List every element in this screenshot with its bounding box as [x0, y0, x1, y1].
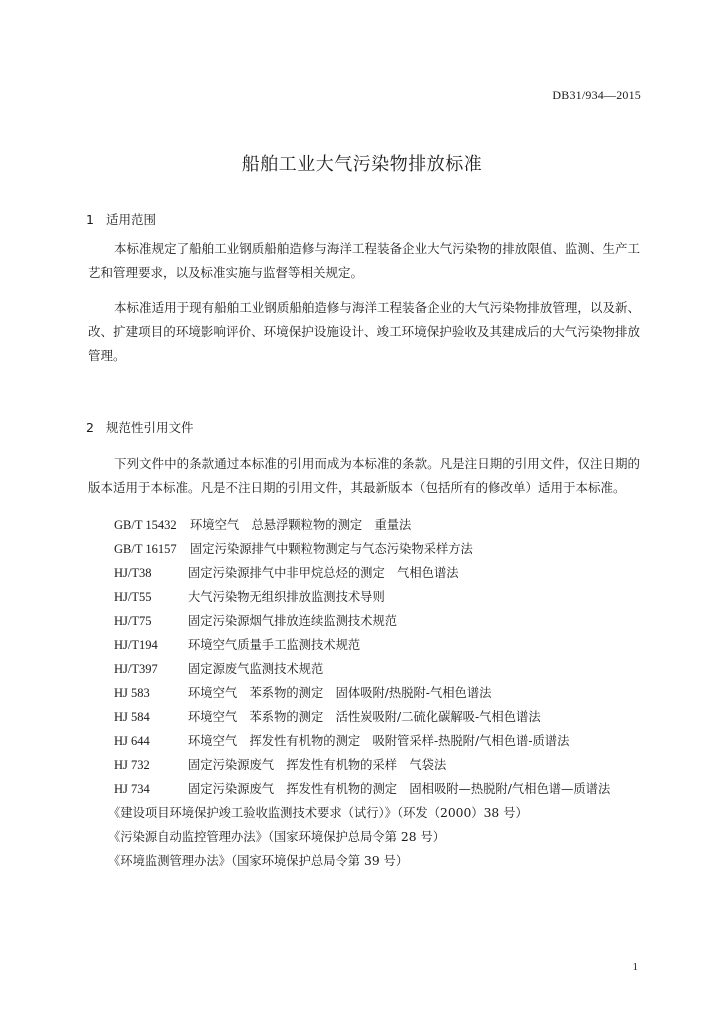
reference-item	[114, 681, 610, 705]
reference-item	[114, 777, 610, 801]
reference-title: 固定污染源排气中非甲烷总烃的测定 气相色谱法	[188, 566, 459, 580]
section-1-paragraph-1: 本标准规定了船舶工业钢质船舶造修与海洋工程装备企业大气污染物的排放限值、监测、生产工艺和管理要求，以及标准实施与监督等相关规定。	[88, 241, 640, 280]
reference-title: 固定源废气监测技术规范	[188, 662, 324, 676]
reference-code: HJ 584	[114, 710, 150, 724]
reference-code: HJ/T194	[114, 638, 158, 652]
reference-title: 固定污染源烟气排放连续监测技术规范	[188, 614, 398, 628]
document-item: 《建设项目环境保护竣工验收监测技术要求（试行）》（环发（2000）38 号）	[108, 806, 528, 820]
reference-code: HJ 732	[114, 758, 150, 772]
section-2-paragraph-1: 下列文件中的条款通过本标准的引用而成为本标准的条款。凡是注日期的引用文件，仅注日期的版本适用于本标准。凡是不注日期的引用文件，其最新版本（包括所有的修改单）适用于本标准。	[88, 456, 640, 495]
reference-title: 环境空气 苯系物的测定 活性炭吸附/二硫化碳解吸-气相色谱法	[188, 710, 541, 724]
section-1-heading	[86, 210, 156, 228]
reference-code: HJ/T397	[114, 662, 158, 676]
document-code: DB31/934—2015	[552, 88, 641, 102]
reference-code: HJ 583	[114, 686, 150, 700]
section-2-heading	[86, 418, 194, 436]
reference-title: 环境空气 总悬浮颗粒物的测定 重量法	[190, 518, 412, 532]
section-1-paragraph-2: 本标准适用于现有船舶工业钢质船舶造修与海洋工程装备企业的大气污染物排放管理，以及新、改、扩建项目的环境影响评价、环境保护设施设计、竣工环境保护验收及其建成后的大气污染物排放管理。	[88, 300, 640, 363]
reference-title: 环境空气 挥发性有机物的测定 吸附管采样-热脱附/气相色谱-质谱法	[188, 734, 570, 748]
reference-code: HJ/T38	[114, 566, 152, 580]
reference-list	[114, 513, 610, 801]
section-2-title: 规范性引用文件	[106, 420, 194, 435]
reference-title: 大气污染物无组织排放监测技术导则	[188, 590, 385, 604]
reference-item	[114, 753, 610, 777]
document-item: 《环境监测管理办法》（国家环境保护总局令第 39 号）	[108, 854, 409, 868]
reference-item	[114, 705, 610, 729]
reference-item	[114, 729, 610, 753]
document-list	[108, 801, 528, 873]
document-item: 《污染源自动监控管理办法》（国家环境保护总局令第 28 号）	[108, 830, 446, 844]
reference-code: HJ/T55	[114, 590, 152, 604]
reference-item	[114, 537, 610, 561]
reference-title: 固定污染源废气 挥发性有机物的采样 气袋法	[188, 758, 447, 772]
page-title: 船舶工业大气污染物排放标准	[241, 154, 483, 175]
section-2-number: 2	[86, 420, 94, 435]
reference-item	[114, 561, 610, 585]
reference-title: 固定污染源废气 挥发性有机物的测定 固相吸附—热脱附/气相色谱—质谱法	[188, 782, 611, 796]
reference-title: 固定污染源排气中颗粒物测定与气态污染物采样方法	[190, 542, 473, 556]
reference-title: 环境空气质量手工监测技术规范	[188, 638, 361, 652]
reference-item	[114, 633, 610, 657]
reference-item	[114, 609, 610, 633]
reference-item	[114, 513, 610, 537]
reference-code: HJ/T75	[114, 614, 152, 628]
reference-code: HJ 734	[114, 782, 150, 796]
section-1-title: 适用范围	[106, 212, 157, 227]
reference-item	[114, 657, 610, 681]
page-number: 1	[632, 961, 638, 973]
reference-item	[114, 585, 610, 609]
reference-code: HJ 644	[114, 734, 150, 748]
reference-code: GB/T 15432	[114, 518, 177, 532]
reference-code: GB/T 16157	[114, 542, 177, 556]
reference-title: 环境空气 苯系物的测定 固体吸附/热脱附-气相色谱法	[188, 686, 492, 700]
section-1-number: 1	[86, 212, 94, 227]
